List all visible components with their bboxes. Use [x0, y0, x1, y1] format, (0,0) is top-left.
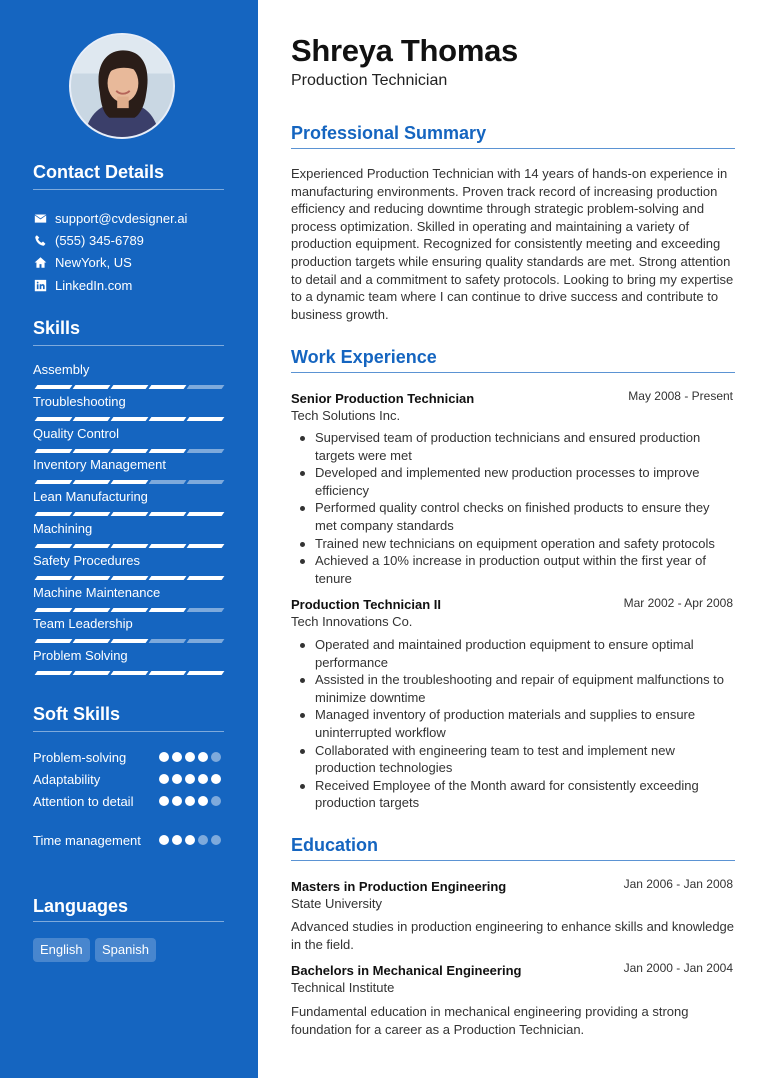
- skill-level-bar: [33, 449, 223, 453]
- skill-level-segment: [35, 544, 73, 548]
- summary-heading: Professional Summary: [291, 123, 487, 143]
- soft-skills-divider: [33, 731, 224, 732]
- degree-date: Jan 2000 - Jan 2004: [623, 961, 733, 975]
- job-bullets: [297, 429, 729, 587]
- job-bullet: Achieved a 10% increase in production output within the first year of tenure: [297, 552, 729, 587]
- skill-item: [33, 648, 223, 664]
- skill-item: [33, 394, 223, 410]
- skill-level-bar: [33, 576, 223, 580]
- skill-level-segment: [111, 639, 149, 643]
- skill-level-segment: [35, 385, 73, 389]
- skill-level-segment: [111, 417, 149, 421]
- job-bullet: Assisted in the troubleshooting and repair of equipment malfunctions to minimize downtime: [297, 671, 729, 706]
- soft-skill-rating: [159, 774, 224, 784]
- candidate-name: Shreya Thomas: [291, 33, 518, 68]
- rating-dot: [198, 796, 208, 806]
- skill-label: Team Leadership: [33, 616, 133, 632]
- skill-level-segment: [35, 449, 73, 453]
- skill-level-segment: [35, 480, 73, 484]
- skill-level-segment: [149, 417, 187, 421]
- job-title: Production Technician II: [291, 597, 441, 612]
- rating-dot: [185, 752, 195, 762]
- skill-level-segment: [187, 544, 225, 548]
- skill-level-segment: [149, 639, 187, 643]
- contact-linkedin[interactable]: [33, 276, 132, 294]
- rating-dot: [185, 796, 195, 806]
- skill-level-segment: [35, 608, 73, 612]
- skills-divider: [33, 345, 224, 346]
- phone-icon: [33, 233, 47, 247]
- skill-item: [33, 585, 223, 601]
- rating-dot: [159, 774, 169, 784]
- language-tag: Spanish: [95, 938, 156, 962]
- soft-skill-label: Attention to detail: [33, 794, 134, 809]
- skill-level-segment: [187, 480, 225, 484]
- job-bullet: Supervised team of production technicians and ensured production targets were met: [297, 429, 729, 464]
- profile-photo: [69, 33, 175, 139]
- skill-level-segment: [149, 480, 187, 484]
- summary-text: Experienced Production Technician with 14 years of hands-on experience in manufacturing environments. Proven track record of increasing production efficiency and reducing downtime through strategic problem-solving and process optimization. Skilled in operating and maintaining a variety of production equipment. Recognized for consistently meeting and exceeding production targets while ensuring quality standards are met. Strong attention to detail and a commitment to safety protocols. Looking to bring my expertise to a dynamic team where I can continue to drive success and contribute to business growth.: [291, 166, 734, 322]
- soft-skill-label: Time management: [33, 833, 141, 848]
- soft-skill-rating: [159, 835, 224, 845]
- skill-level-segment: [111, 576, 149, 580]
- rating-dot: [172, 752, 182, 762]
- skill-level-segment: [35, 639, 73, 643]
- rating-dot: [211, 796, 221, 806]
- contact-phone[interactable]: [33, 231, 144, 249]
- skill-level-bar: [33, 639, 223, 643]
- profile-photo-image: [71, 35, 173, 137]
- skill-level-segment: [111, 480, 149, 484]
- rating-dot: [198, 835, 208, 845]
- soft-skill-item: [33, 793, 223, 811]
- rating-dot: [159, 796, 169, 806]
- job-bullet: Performed quality control checks on finished products to ensure they met company standards: [297, 499, 729, 534]
- soft-skill-rating: [159, 796, 224, 806]
- soft-skill-item: [33, 771, 223, 789]
- skill-label: Inventory Management: [33, 457, 166, 473]
- candidate-role: Production Technician: [291, 72, 448, 89]
- degree-description: Fundamental education in mechanical engineering providing a strong foundation for a career as a Production Technician.: [291, 1004, 689, 1037]
- skill-label: Lean Manufacturing: [33, 489, 148, 505]
- school-name: Technical Institute: [291, 980, 395, 995]
- education-divider: [291, 860, 735, 861]
- skill-level-segment: [73, 512, 111, 516]
- skill-level-segment: [73, 385, 111, 389]
- work-divider: [291, 372, 735, 373]
- languages-heading: Languages: [33, 896, 129, 916]
- job-bullet: Received Employee of the Month award for consistently exceeding production targets: [297, 777, 729, 812]
- degree-description: Advanced studies in production engineering to enhance skills and knowledge in the field.: [291, 919, 735, 952]
- skill-level-bar: [33, 417, 223, 421]
- job-date: May 2008 - Present: [628, 389, 733, 403]
- skill-level-segment: [111, 544, 149, 548]
- skill-level-segment: [73, 544, 111, 548]
- contact-phone-text: (555) 345-6789: [55, 232, 144, 248]
- degree-title: Bachelors in Mechanical Engineering: [291, 963, 522, 978]
- skill-label: Troubleshooting: [33, 393, 126, 409]
- skill-level-segment: [111, 449, 149, 453]
- soft-skill-item: [33, 749, 223, 767]
- rating-dot: [185, 835, 195, 845]
- soft-skill-label: Adaptability: [33, 772, 101, 787]
- skill-level-segment: [35, 417, 73, 421]
- skill-item: [33, 521, 223, 537]
- soft-skills-heading: Soft Skills: [33, 704, 121, 724]
- contact-divider: [33, 189, 224, 190]
- skill-level-bar: [33, 512, 223, 516]
- skill-item: [33, 362, 223, 378]
- job-company: Tech Solutions Inc.: [291, 408, 401, 423]
- home-icon: [33, 255, 47, 269]
- sidebar: [0, 0, 258, 1078]
- language-tag: English: [33, 938, 90, 962]
- skill-label: Quality Control: [33, 425, 119, 441]
- skill-level-segment: [73, 608, 111, 612]
- soft-skill-rating: [159, 752, 224, 762]
- rating-dot: [198, 752, 208, 762]
- skill-label: Problem Solving: [33, 648, 128, 664]
- job-company: Tech Innovations Co.: [291, 614, 413, 629]
- contact-heading: Contact Details: [33, 162, 165, 182]
- skill-level-segment: [73, 576, 111, 580]
- education-heading: Education: [291, 835, 379, 855]
- summary-divider: [291, 148, 735, 149]
- skill-level-segment: [187, 385, 225, 389]
- skill-level-segment: [111, 671, 149, 675]
- skill-level-bar: [33, 671, 223, 675]
- skill-level-segment: [73, 639, 111, 643]
- skill-level-segment: [73, 480, 111, 484]
- rating-dot: [211, 835, 221, 845]
- skill-level-bar: [33, 608, 223, 612]
- skill-level-bar: [33, 544, 223, 548]
- skill-level-segment: [187, 576, 225, 580]
- contact-location-text: NewYork, US: [55, 254, 132, 270]
- rating-dot: [185, 774, 195, 784]
- skill-level-segment: [73, 671, 111, 675]
- job-bullets: [297, 636, 729, 812]
- skill-level-segment: [35, 671, 73, 675]
- skill-level-segment: [187, 512, 225, 516]
- rating-dot: [172, 796, 182, 806]
- skill-label: Assembly: [33, 362, 90, 377]
- skill-level-segment: [35, 576, 73, 580]
- rating-dot: [198, 774, 208, 784]
- rating-dot: [159, 835, 169, 845]
- skill-level-segment: [111, 385, 149, 389]
- soft-skill-item: [33, 832, 223, 850]
- rating-dot: [159, 752, 169, 762]
- job-title: Senior Production Technician: [291, 391, 475, 406]
- skill-level-segment: [111, 512, 149, 516]
- job-bullet: Managed inventory of production materials and supplies to ensure uninterrupted workflow: [297, 706, 729, 741]
- rating-dot: [211, 774, 221, 784]
- skill-level-segment: [149, 544, 187, 548]
- skill-level-segment: [149, 385, 187, 389]
- contact-linkedin-text: LinkedIn.com: [55, 277, 133, 293]
- skill-level-segment: [111, 608, 149, 612]
- degree-title: Masters in Production Engineering: [291, 879, 507, 894]
- skill-label: Machining: [33, 521, 93, 536]
- contact-location: [33, 253, 132, 271]
- skill-item: [33, 457, 223, 473]
- skill-level-segment: [149, 608, 187, 612]
- skill-level-segment: [187, 608, 225, 612]
- linkedin-icon: [33, 278, 47, 292]
- job-bullet: Operated and maintained production equipment to ensure optimal performance: [297, 636, 729, 671]
- skill-item: [33, 616, 223, 632]
- skill-level-segment: [149, 576, 187, 580]
- skill-level-segment: [73, 417, 111, 421]
- rating-dot: [172, 774, 182, 784]
- soft-skill-label: Problem-solving: [33, 750, 127, 765]
- skill-label: Safety Procedures: [33, 552, 140, 568]
- skill-item: [33, 489, 223, 505]
- skill-label: Machine Maintenance: [33, 584, 161, 600]
- skill-level-segment: [149, 671, 187, 675]
- rating-dot: [211, 752, 221, 762]
- skill-level-segment: [187, 417, 225, 421]
- skill-level-segment: [35, 512, 73, 516]
- work-heading: Work Experience: [291, 347, 437, 367]
- school-name: State University: [291, 896, 383, 911]
- job-date: Mar 2002 - Apr 2008: [623, 596, 733, 610]
- skill-level-segment: [149, 512, 187, 516]
- contact-email-text: support@cvdesigner.ai: [55, 210, 188, 226]
- degree-date: Jan 2006 - Jan 2008: [623, 877, 733, 891]
- skill-level-segment: [187, 639, 225, 643]
- skill-level-segment: [73, 449, 111, 453]
- job-bullet: Developed and implemented new production processes to improve efficiency: [297, 464, 729, 499]
- skill-item: [33, 426, 223, 442]
- skills-heading: Skills: [33, 318, 81, 338]
- contact-email[interactable]: [33, 209, 187, 227]
- skill-item: [33, 553, 223, 569]
- rating-dot: [172, 835, 182, 845]
- skill-level-segment: [187, 449, 225, 453]
- skill-level-segment: [149, 449, 187, 453]
- skill-level-bar: [33, 480, 223, 484]
- skill-level-bar: [33, 385, 223, 389]
- email-icon: [33, 211, 47, 225]
- languages-divider: [33, 921, 224, 922]
- job-bullet: Collaborated with engineering team to test and implement new production technologies: [297, 742, 729, 777]
- skill-level-segment: [187, 671, 225, 675]
- job-bullet: Trained new technicians on equipment operation and safety protocols: [297, 535, 729, 553]
